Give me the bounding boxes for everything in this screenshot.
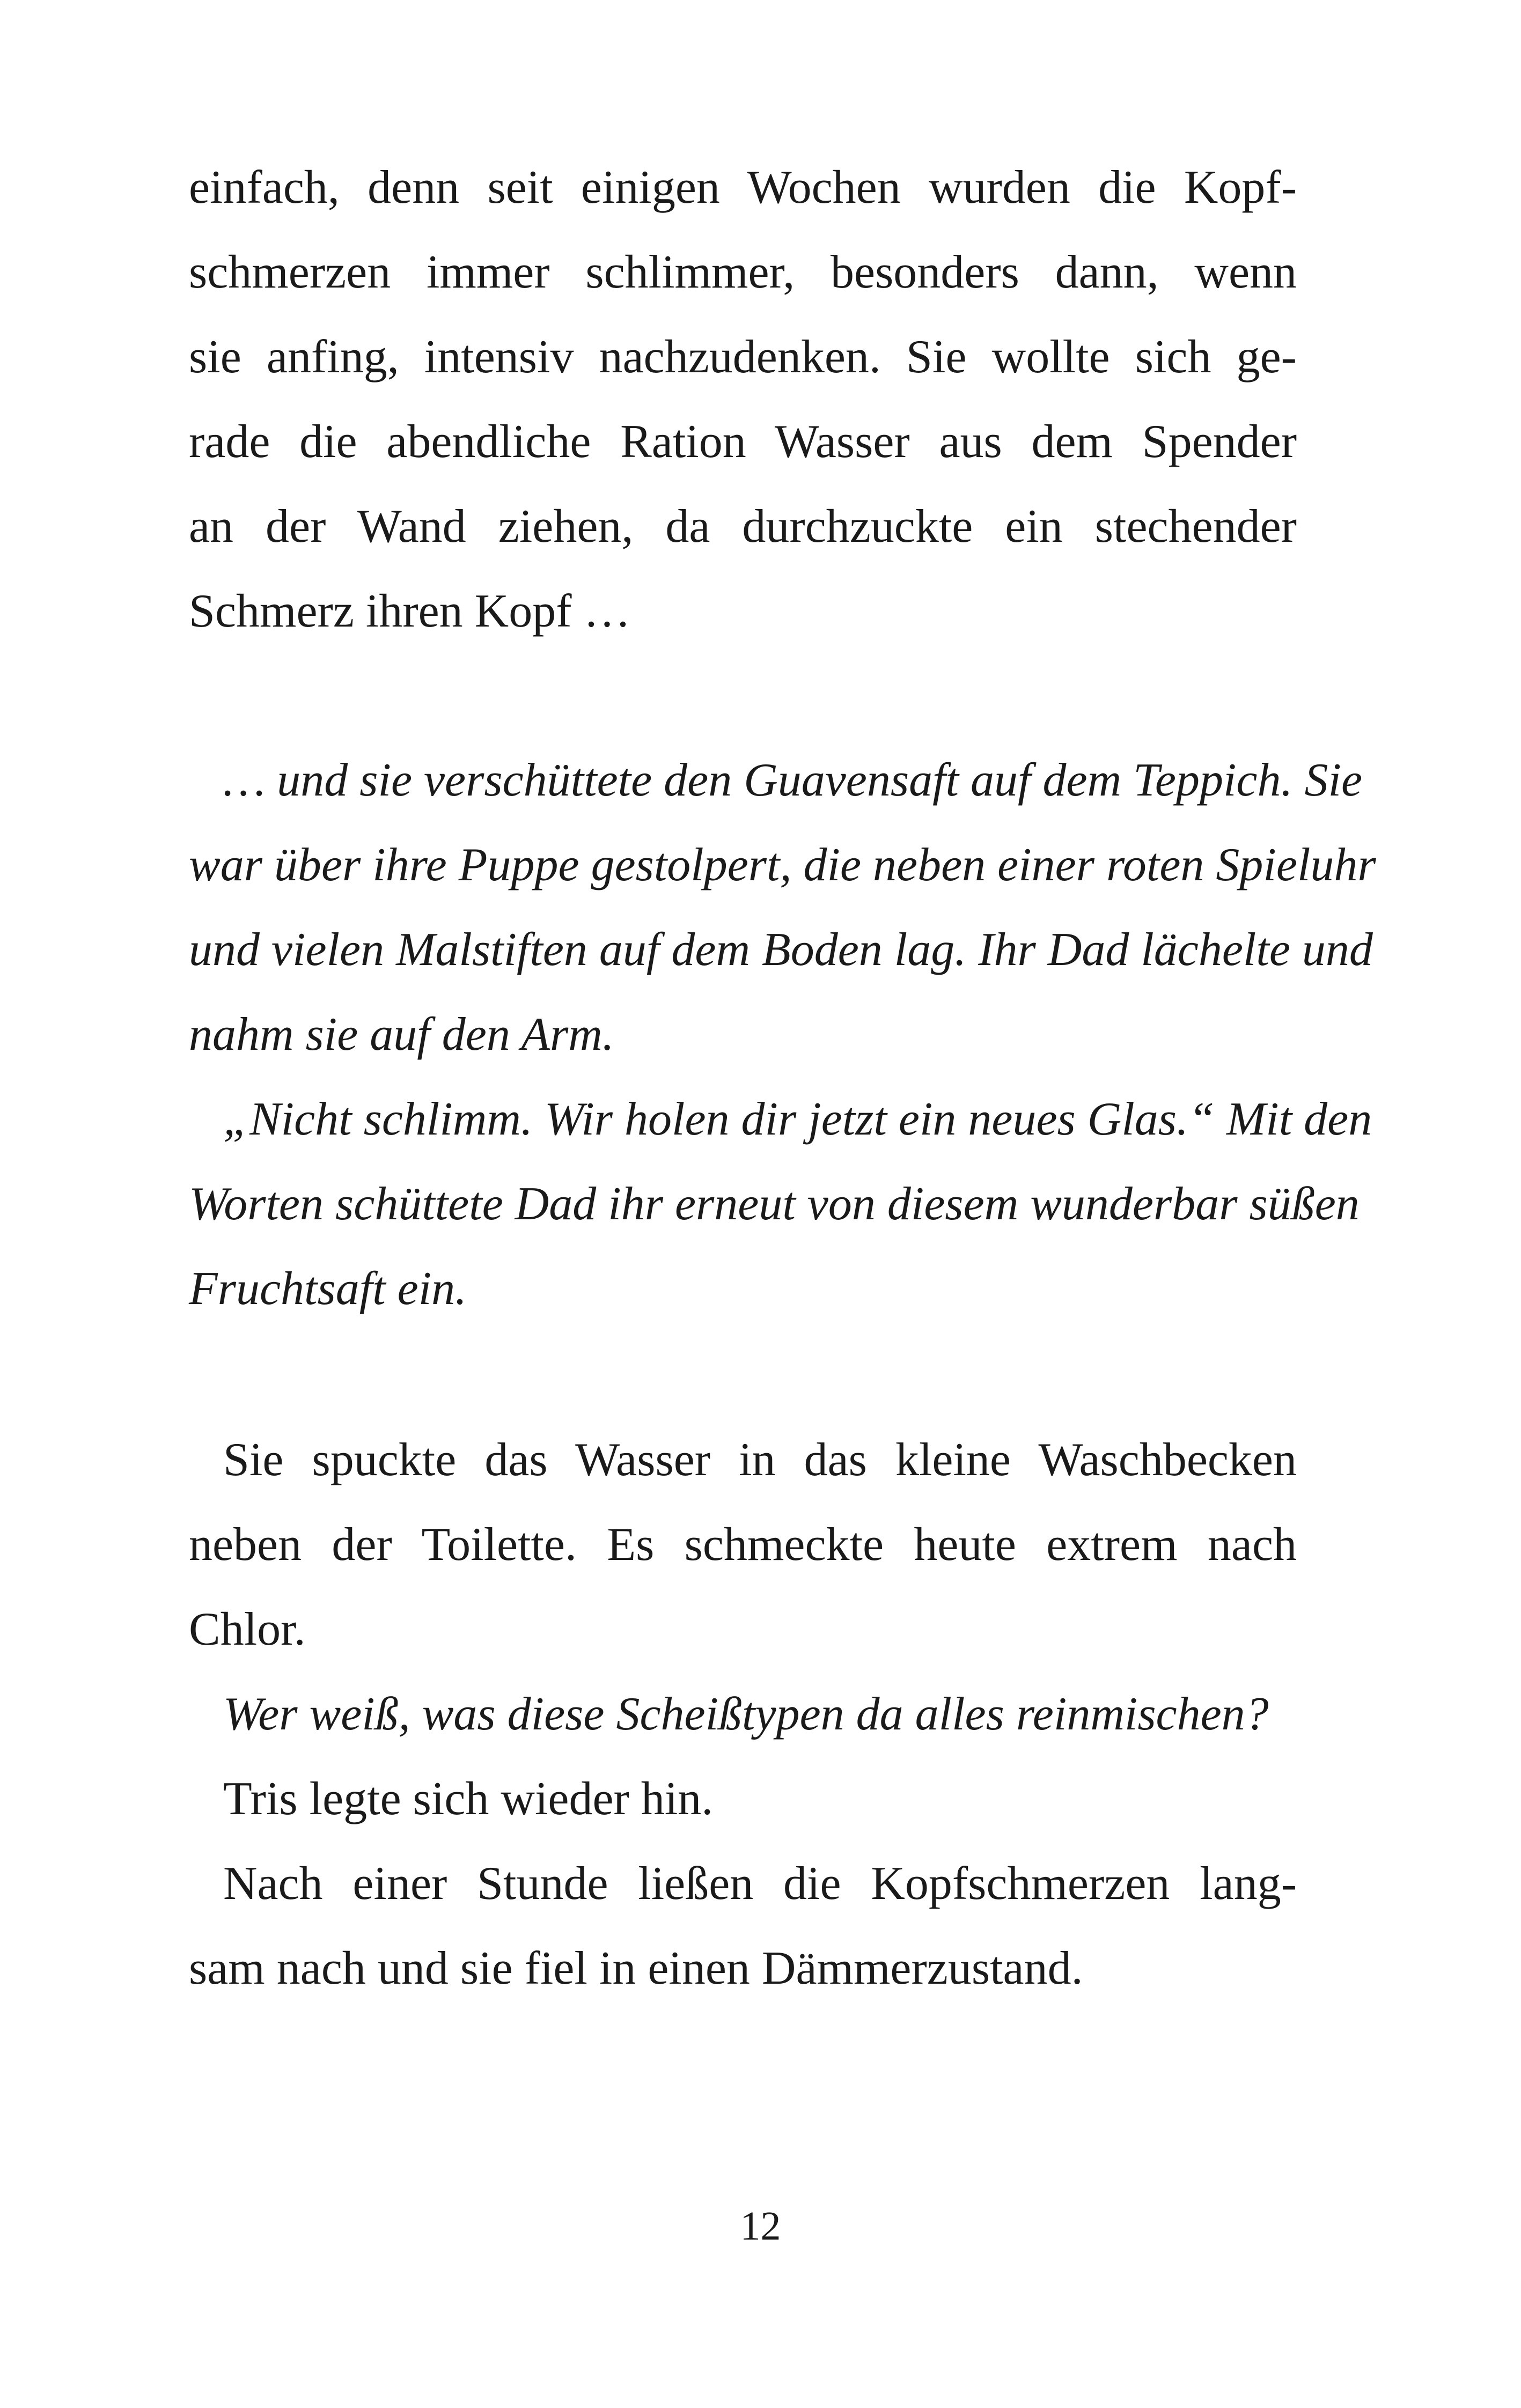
text-line: einfach, denn seit einigen Wochen wurden die Kopf- xyxy=(189,161,1297,213)
thought-line: Wer weiß, was diese Scheißtypen da alles reinmischen? xyxy=(223,1688,1269,1740)
text-line: neben der Toilette. Es schmeckte heute extrem nach xyxy=(189,1519,1297,1571)
text-line: sie anfing, intensiv nachzudenken. Sie wollte sich ge- xyxy=(189,331,1297,383)
flashback-line: war über ihre Puppe gestolpert, die neben einer roten Spieluhr xyxy=(189,839,1376,891)
flashback-line: Worten schüttete Dad ihr erneut von diesem wunderbar süßen xyxy=(189,1178,1360,1230)
text-line: Tris legte sich wieder hin. xyxy=(223,1773,714,1825)
text-line: Schmerz ihren Kopf … xyxy=(189,585,631,637)
text-line: rade die abendliche Ration Wasser aus dem Spender xyxy=(189,416,1297,468)
flashback-line: nahm sie auf den Arm. xyxy=(189,1008,614,1061)
flashback-line: „Nicht schlimm. Wir holen dir jetzt ein neues Glas.“ Mit den xyxy=(223,1093,1372,1145)
text-line: schmerzen immer schlimmer, besonders dann, wenn xyxy=(189,246,1297,298)
text-line: Chlor. xyxy=(189,1603,306,1655)
page-number: 12 xyxy=(740,2204,781,2249)
flashback-line: … und sie verschüttete den Guavensaft auf dem Teppich. Sie xyxy=(223,754,1362,806)
text-line: sam nach und sie fiel in einen Dämmerzustand. xyxy=(189,1942,1083,1994)
text-line: an der Wand ziehen, da durchzuckte ein stechender xyxy=(189,500,1297,553)
flashback-line: Fruchtsaft ein. xyxy=(189,1263,467,1315)
text-line: Sie spuckte das Wasser in das kleine Waschbecken xyxy=(223,1434,1297,1486)
text-line: Nach einer Stunde ließen die Kopfschmerzen lang- xyxy=(223,1858,1297,1910)
flashback-line: und vielen Malstiften auf dem Boden lag. Ihr Dad lächelte und xyxy=(189,924,1373,976)
